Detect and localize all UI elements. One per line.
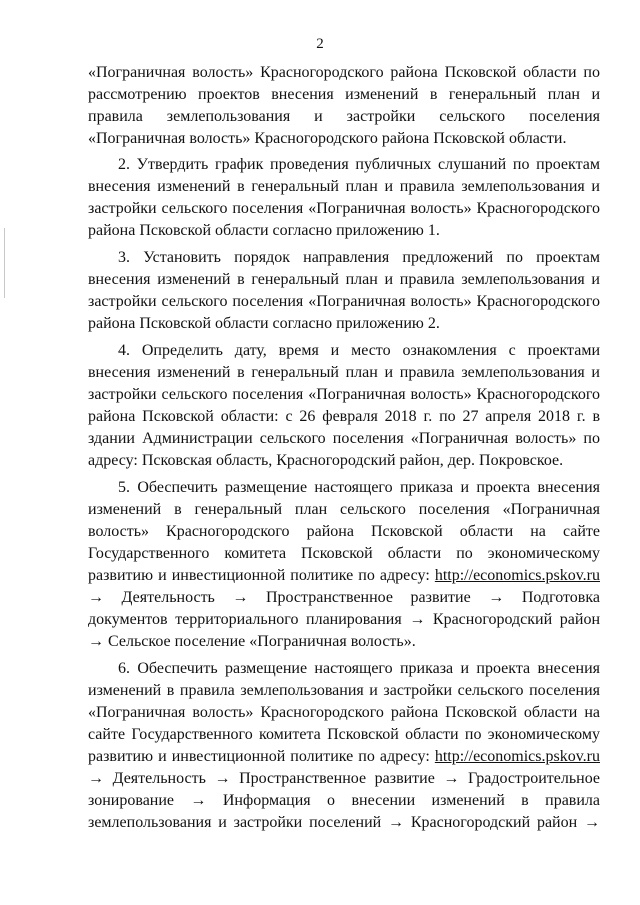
paragraph-4-first-line: 4. Определить дату, время и место ознакомления с проектами	[118, 342, 600, 359]
text-line: → Деятельность → Пространственное развитие → Градостроительное	[88, 770, 600, 787]
paragraph-6-first-line: 6. Обеспечить размещение настоящего приказа и проекта внесения	[118, 660, 600, 677]
text-line: застройки сельского поселения «Пограничная волость» Красногородского	[88, 293, 600, 310]
text-line: изменений в генеральный план сельского поселения «Пограничная	[88, 501, 600, 518]
text-line: внесения изменений в генеральный план и правила землепользования и	[88, 364, 600, 381]
text-line: → Сельское поселение «Пограничная волость».	[88, 633, 416, 650]
text-span: развитию и инвестиционной политике по адресу:	[88, 748, 430, 765]
text-line: правила землепользования и застройки сельского поселения	[88, 108, 600, 125]
text-line: адресу: Псковская область, Красногородский район, дер. Покровское.	[88, 452, 564, 469]
text-line: внесения изменений в генеральный план и правила землепользования и	[88, 178, 600, 195]
text-line: «Пограничная волость» Красногородского района Псковской области по	[88, 64, 600, 81]
page-number: 2	[316, 36, 324, 52]
text-line: района Псковской области: с 26 февраля 2018 г. по 27 апреля 2018 г. в	[88, 408, 600, 425]
text-line: изменений в правила землепользования и застройки сельского поселения	[88, 682, 600, 699]
paragraph-3-first-line: 3. Установить порядок направления предложений по проектам	[118, 249, 600, 266]
text-line: → Деятельность → Пространственное развитие → Подготовка	[88, 589, 600, 606]
text-line: волость» Красногородского района Псковской области на сайте	[88, 523, 600, 540]
text-line: зонирование → Информация о внесении изменений в правила	[88, 792, 600, 809]
scan-margin-mark	[4, 228, 5, 298]
paragraph-5-first-line: 5. Обеспечить размещение настоящего приказа и проекта внесения	[118, 479, 600, 496]
text-line: застройки сельского поселения «Пограничная волость» Красногородского	[88, 200, 600, 217]
text-line: района Псковской области согласно приложению 1.	[88, 222, 440, 239]
text-line: «Пограничная волость» Красногородского района Псковской области.	[88, 130, 567, 147]
text-line: сайте Государственного комитета Псковской области по экономическому	[88, 726, 600, 743]
text-line-with-link	[88, 746, 600, 768]
text-line: документов территориального планирования → Красногородский район	[88, 611, 600, 628]
text-line: землепользования и застройки поселений → Красногородский район →	[88, 814, 600, 831]
text-line: застройки сельского поселения «Пограничная волость» Красногородского	[88, 386, 600, 403]
text-span: развитию и инвестиционной политике по адресу:	[88, 567, 430, 584]
economics-site-link[interactable]: http://economics.pskov.ru	[434, 567, 600, 584]
text-line: внесения изменений в генеральный план и правила землепользования и	[88, 271, 600, 288]
economics-site-link[interactable]: http://economics.pskov.ru	[434, 748, 600, 765]
text-line: «Пограничная волость» Красногородского района Псковской области на	[88, 704, 600, 721]
text-line: Государственного комитета Псковской области по экономическому	[88, 545, 600, 562]
text-line-with-link	[88, 565, 600, 587]
text-line: рассмотрению проектов внесения изменений в генеральный план и	[88, 86, 600, 103]
text-line: здании Администрации сельского поселения «Пограничная волость» по	[88, 430, 600, 447]
paragraph-2-first-line: 2. Утвердить график проведения публичных слушаний по проектам	[118, 156, 600, 173]
text-line: района Псковской области согласно приложению 2.	[88, 315, 440, 332]
